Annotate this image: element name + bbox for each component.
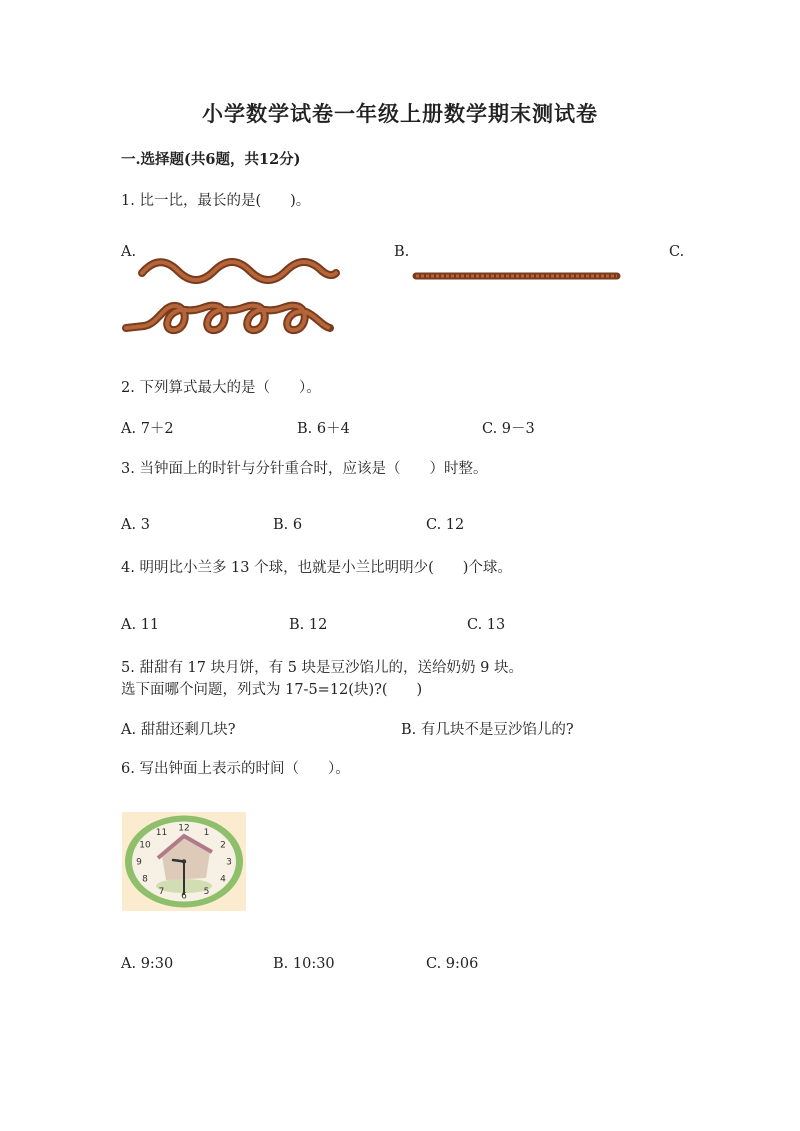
section-heading: 一.选择题(共6题，共12分)	[121, 151, 301, 168]
q1-option-c[interactable]: C.	[669, 244, 685, 260]
q6-option-c[interactable]: C. 9:06	[426, 956, 479, 972]
q3-option-b[interactable]: B. 6	[273, 517, 303, 533]
question-5: 5. 甜甜有 17 块月饼，有 5 块是豆沙馅儿的，送给奶奶 9 块。	[121, 660, 523, 676]
question-5-line-2: 选下面哪个问题，列式为 17-5=12(块)?( )	[121, 682, 423, 698]
q5-option-a[interactable]: A. 甜甜还剩几块?	[121, 722, 236, 738]
question-4: 4. 明明比小兰多 13 个球，也就是小兰比明明少( )个球。	[121, 560, 512, 576]
q3-option-c[interactable]: C. 12	[426, 517, 465, 533]
q1-option-b[interactable]: B.	[394, 244, 410, 260]
clock-number: 3	[226, 857, 232, 868]
clock-number: 4	[220, 874, 226, 885]
clock-number: 2	[220, 840, 226, 851]
clock-number: 5	[203, 886, 210, 897]
q3-option-a[interactable]: A. 3	[121, 517, 150, 533]
q2-option-c[interactable]: C. 9－3	[482, 421, 535, 437]
knotted-rope-image	[124, 300, 334, 340]
q6-option-a[interactable]: A. 9:30	[121, 956, 174, 972]
q5-option-b[interactable]: B. 有几块不是豆沙馅儿的?	[401, 722, 574, 738]
q4-option-c[interactable]: C. 13	[467, 617, 506, 633]
clock-number: 7	[158, 886, 165, 897]
q1-option-a[interactable]: A.	[121, 244, 137, 260]
q2-option-b[interactable]: B. 6＋4	[297, 421, 350, 437]
question-3: 3. 当钟面上的时针与分针重合时，应该是（ ）时整。	[121, 461, 488, 477]
page-title: 小学数学试卷一年级上册数学期末测试卷	[202, 101, 598, 126]
clock-number: 8	[142, 874, 148, 885]
clock-number: 6	[181, 891, 187, 902]
q2-option-a[interactable]: A. 7＋2	[121, 421, 174, 437]
straight-rope-image	[414, 270, 619, 282]
question-6: 6. 写出钟面上表示的时间（ ）。	[121, 761, 350, 777]
question-2: 2. 下列算式最大的是（ ）。	[121, 380, 321, 396]
q6-option-b[interactable]: B. 10:30	[273, 956, 335, 972]
q4-option-a[interactable]: A. 11	[121, 617, 160, 633]
clock-number: 11	[155, 828, 168, 839]
clock-image	[122, 812, 246, 911]
clock-number: 10	[139, 840, 151, 851]
wavy-rope-image	[140, 255, 340, 285]
q4-option-b[interactable]: B. 12	[289, 617, 328, 633]
clock-number: 9	[136, 857, 142, 868]
question-1: 1. 比一比，最长的是( )。	[121, 193, 311, 209]
clock-number: 12	[178, 823, 190, 834]
clock-number: 1	[203, 828, 210, 839]
